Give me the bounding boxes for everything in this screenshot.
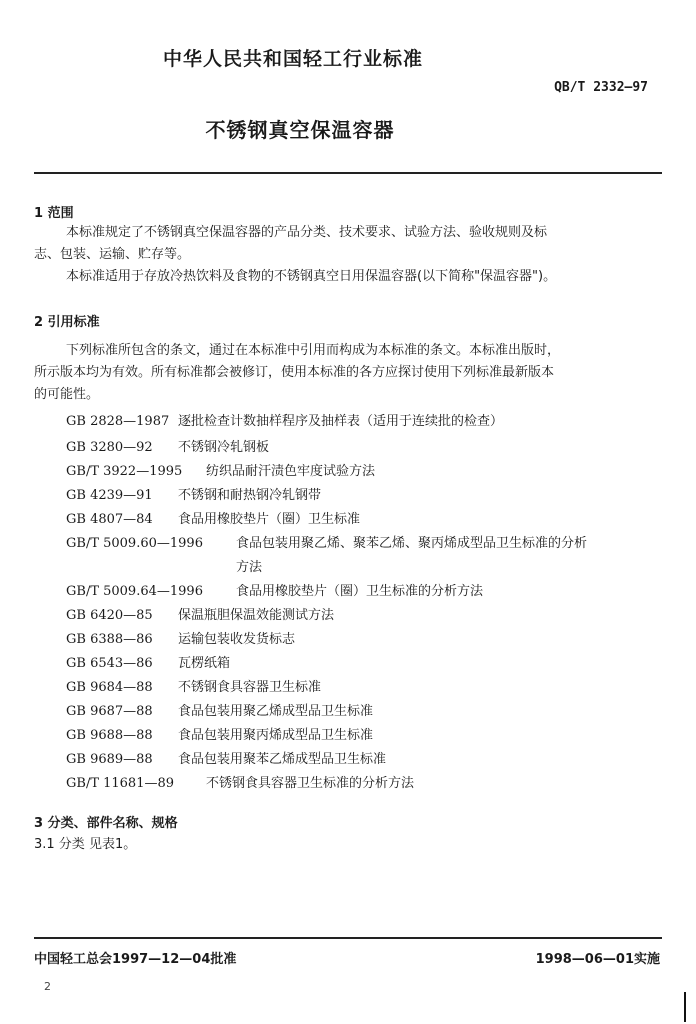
ref-title: 食品包装用聚乙烯成型品卫生标准 — [178, 704, 374, 719]
ref-code: GB/T 11681—89 — [66, 776, 175, 791]
section-1-para1-line1: 本标准规定了不锈钢真空保温容器的产品分类、技术要求、试验方法、验收规则及标 — [66, 225, 548, 240]
ref-item — [66, 652, 230, 671]
top-divider — [34, 172, 662, 174]
ref-item — [66, 748, 386, 767]
ref-code: GB/T 3922—1995 — [66, 464, 183, 479]
ref-item — [66, 436, 269, 455]
page-number: 2 — [44, 980, 51, 993]
ref-title: 保温瓶胆保温效能测试方法 — [178, 608, 335, 623]
section-1-heading: 1 范围 — [34, 206, 74, 221]
ref-item — [66, 724, 373, 743]
ref-code: GB 6388—86 — [66, 632, 153, 647]
document-title: 不锈钢真空保温容器 — [205, 118, 395, 142]
ref-title: 食品包装用聚乙烯、聚苯乙烯、聚丙烯成型品卫生标准的分析 — [236, 536, 588, 551]
ref-title: 不锈钢食具容器卫生标准的分析方法 — [206, 776, 415, 791]
ref-code: GB 6420—85 — [66, 608, 153, 623]
ref-title: 不锈钢食具容器卫生标准 — [178, 680, 322, 695]
section-2-heading: 2 引用标准 — [34, 315, 100, 330]
ref-code: GB 9688—88 — [66, 728, 153, 743]
ref-title: 食品用橡胶垫片（圈）卫生标准的分析方法 — [236, 584, 484, 599]
ref-code: GB 4239—91 — [66, 488, 153, 503]
section-3-heading: 3 分类、部件名称、规格 — [34, 816, 178, 831]
ref-item — [66, 700, 373, 719]
ref-code: GB 2828—1987 — [66, 414, 170, 429]
ref-item — [66, 628, 295, 647]
ref-code: GB 9687—88 — [66, 704, 153, 719]
section-1-para2: 本标准适用于存放冷热饮料及食物的不锈钢真空日用保温容器(以下简称"保温容器")。 — [66, 269, 557, 284]
ref-item — [66, 604, 334, 623]
ref-code: GB/T 5009.64—1996 — [66, 584, 203, 599]
section-3-1-classification: 3.1 分类 见表1。 — [34, 837, 137, 852]
section-2-intro-line3: 的可能性。 — [34, 387, 100, 402]
ref-code: GB 6543—86 — [66, 656, 153, 671]
ref-code: GB 9689—88 — [66, 752, 153, 767]
ref-item — [66, 484, 321, 503]
ref-title: 食品用橡胶垫片（圈）卫生标准 — [178, 512, 361, 527]
bottom-divider — [34, 937, 662, 939]
ref-title: 瓦楞纸箱 — [178, 656, 231, 671]
section-2-intro-line1: 下列标准所包含的条文，通过在本标准中引用而构成为本标准的条文。本标准出版时， — [66, 343, 561, 358]
ref-title: 食品包装用聚苯乙烯成型品卫生标准 — [178, 752, 387, 767]
ref-code: GB 3280—92 — [66, 440, 153, 455]
ref-code: GB 9684—88 — [66, 680, 153, 695]
ref-item — [66, 580, 483, 599]
ref-item — [66, 676, 321, 695]
section-1-para1-line2: 志、包装、运输、贮存等。 — [34, 247, 191, 262]
effective-date: 1998—06—01实施 — [535, 952, 660, 967]
ref-item — [66, 508, 360, 527]
ref-code: GB/T 5009.60—1996 — [66, 536, 203, 551]
ref-item — [66, 772, 414, 791]
ref-title: 食品包装用聚丙烯成型品卫生标准 — [178, 728, 374, 743]
org-title: 中华人民共和国轻工行业标准 — [162, 48, 423, 70]
ref-title: 运输包装收发货标志 — [178, 632, 296, 647]
ref-title-continuation: 方法 — [236, 560, 263, 575]
standard-number: QB/T 2332—97 — [554, 80, 648, 95]
ref-item — [66, 410, 503, 429]
ref-title: 纺织品耐汗渍色牢度试验方法 — [206, 464, 376, 479]
section-2-intro-line2: 所示版本均为有效。所有标准都会被修订，使用本标准的各方应探讨使用下列标准最新版本 — [34, 365, 555, 380]
scan-edge-mark — [684, 992, 686, 1022]
ref-code: GB 4807—84 — [66, 512, 153, 527]
approval-date: 中国轻工总会1997—12—04批准 — [34, 952, 237, 967]
ref-title: 不锈钢冷轧钢板 — [178, 440, 270, 455]
ref-item — [66, 460, 375, 479]
ref-title: 不锈钢和耐热钢冷轧钢带 — [178, 488, 322, 503]
ref-title: 逐批检查计数抽样程序及抽样表（适用于连续批的检查） — [178, 414, 504, 429]
ref-item — [66, 532, 587, 551]
